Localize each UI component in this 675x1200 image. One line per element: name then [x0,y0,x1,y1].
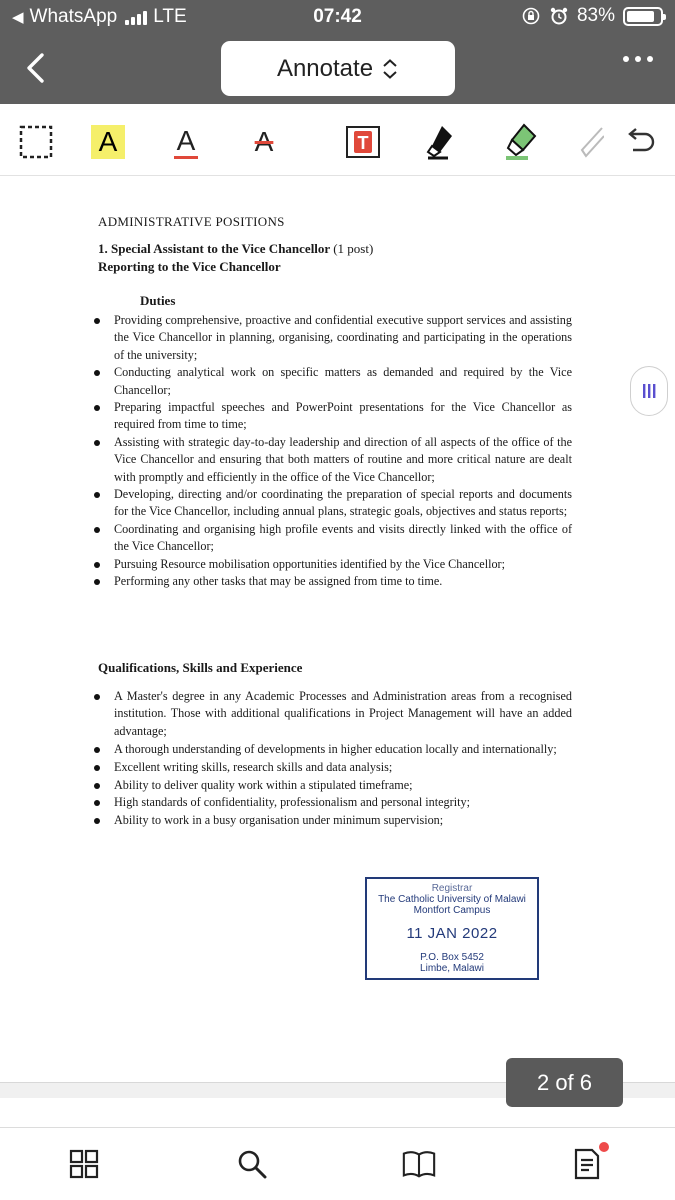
strikethrough-text-label: A [254,126,274,157]
qualifications-heading: Qualifications, Skills and Experience [98,660,303,675]
grid-icon[interactable] [66,1146,102,1182]
bottom-tab-bar [0,1127,675,1200]
vertical-lines-icon [641,382,657,400]
duties-list [88,312,572,591]
stamp-line: P.O. Box 5452 [420,952,484,963]
chevron-up-down-icon [381,58,399,80]
list-item: Developing, directing and/or coordinating the preparation of special reports and documents for the Vice Chancellor, including annual plans, strategic goals, objectives and status reports; [88,486,572,521]
back-to-app-icon[interactable]: ◀ [12,9,24,26]
stamp-date: 11 JAN 2022 [406,925,498,942]
highlighter-marker-icon[interactable] [500,122,540,162]
list-item: Ability to deliver quality work within a stipulated timeframe; [88,777,572,794]
pen-icon[interactable] [420,122,460,162]
list-item: Ability to work in a busy organisation under minimum supervision; [88,812,572,829]
network-label: LTE [153,6,187,27]
stamp-line: The Catholic University of Malawi [378,894,526,905]
clock: 07:42 [313,6,362,27]
battery-fill [627,11,654,22]
highlight-text-label: A [91,125,125,159]
undo-icon[interactable] [622,122,658,162]
underline-text-icon[interactable] [166,122,206,162]
reporting-line: Reporting to the Vice Chancellor [98,259,281,274]
page-indicator: 2 of 6 [506,1058,623,1107]
page-title: Annotate [276,54,374,82]
eraser-icon[interactable] [575,122,605,162]
list-item: A Master's degree in any Academic Processes and Administration areas from a recognised institution. Those with additional qualifications in Project Management will have an added advantage; [88,688,572,740]
document-page[interactable] [0,178,675,1083]
position-name: 1. Special Assistant to the Vice Chancellor [98,241,330,256]
annotate-mode-selector[interactable] [221,41,455,96]
list-item: Conducting analytical work on specific matters as demanded and required by the Vice Chancellor; [88,364,572,399]
registrar-stamp [365,877,539,980]
stamp-line: Montfort Campus [413,905,491,916]
list-item: Coordinating and organising high profile events and visits directly linked with the office of the Vice Chancellor; [88,521,572,556]
ellipsis-icon[interactable] [623,56,653,62]
list-item: Preparing impactful speeches and PowerPoint presentations for the Vice Chancellor as required from time to time; [88,399,572,434]
annotation-toolbar [0,104,675,176]
status-bar [0,0,675,34]
chevron-left-icon[interactable] [22,52,50,84]
strikethrough-text-icon[interactable] [244,122,284,162]
highlight-text-icon[interactable] [90,122,126,162]
underline-text-label: A [174,126,199,159]
book-icon[interactable] [401,1146,437,1182]
stamp-line: Registrar [431,883,473,894]
position-count: (1 post) [333,241,374,256]
stamp-line: Limbe, Malawi [420,963,484,974]
list-item: Pursuing Resource mobilisation opportunities identified by the Vice Chancellor; [88,556,572,573]
notification-badge [597,1140,611,1154]
alarm-icon [549,6,569,26]
outline-toggle-button[interactable] [630,366,668,416]
list-item: Excellent writing skills, research skills and data analysis; [88,759,572,776]
list-item: High standards of confidentiality, professionalism and personal integrity; [88,794,572,811]
section-heading: ADMINISTRATIVE POSITIONS [98,214,285,229]
qualifications-list [88,688,572,830]
document-list-icon[interactable] [569,1146,605,1182]
list-item: Providing comprehensive, proactive and confidential executive support services and assisting the Vice Chancellor in planning, organising, coordinating and participating in the operations of the university; [88,312,572,364]
textbox-icon[interactable] [345,122,381,162]
duties-heading: Duties [140,293,176,308]
orientation-lock-icon [521,6,541,26]
list-item: Performing any other tasks that may be assigned from time to time. [88,573,572,590]
status-right [521,5,663,27]
back-app-label[interactable]: WhatsApp [29,6,118,27]
list-item: A thorough understanding of developments in higher education locally and internationally; [88,741,572,758]
top-bar [0,0,675,104]
textbox-label: T [357,133,369,153]
list-item: Assisting with strategic day-to-day leadership and direction of all aspects of the office of the Vice Chancellor and ensuring that both matters of routine and more critical nature are dealt with promptly and efficiently in the office of the Vice Chancellor; [88,434,572,486]
search-icon[interactable] [234,1146,270,1182]
position-title [98,241,373,257]
battery-icon [623,7,663,26]
select-rect-icon[interactable] [18,122,54,162]
battery-percent: 83% [576,5,615,26]
